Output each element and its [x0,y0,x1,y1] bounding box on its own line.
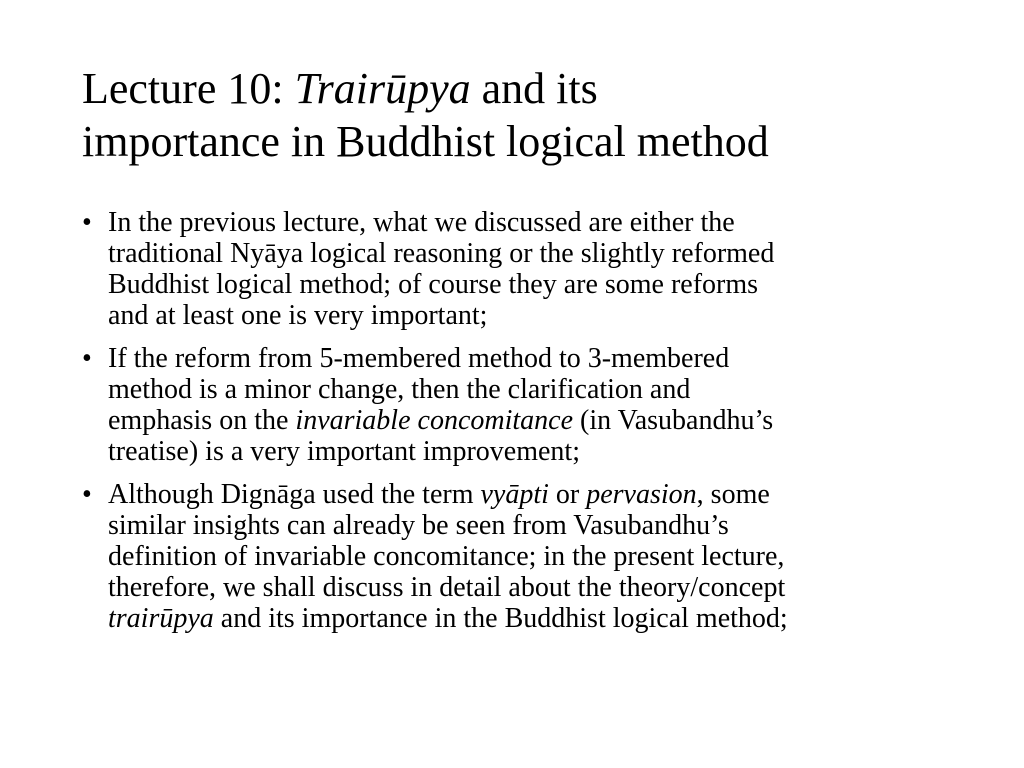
term-trairupya: trairūpya [108,603,214,634]
bullet-item-2 [82,343,962,467]
bullet-1-line-1: In the previous lecture, what we discussed are either the [108,207,735,238]
bullet-3-line-3: definition of invariable concomitance; in the present lecture, [108,541,785,572]
bullet-2-line-2: method is a minor change, then the clarification and [108,374,691,405]
title-suffix: and its [470,64,598,113]
bullet-2-line-1: If the reform from 5-membered method to 3-membered [108,343,730,374]
title-line-1 [82,62,982,115]
title-prefix: Lecture 10: [82,64,295,113]
title-italic-term: Trairūpya [294,64,471,113]
slide-title [82,62,982,168]
bullet-3-line-2: similar insights can already be seen from Vasubandhu’s [108,510,729,541]
bullet-3-line-4: therefore, we shall discuss in detail about the theory/concept [108,572,786,603]
title-line-2: importance in Buddhist logical method [82,117,769,166]
bullet-1-line-4: and at least one is very important; [108,300,488,331]
bullet-1-line-2: traditional Nyāya logical reasoning or the slightly reformed [108,238,775,269]
bullet-2-line-3 [108,405,962,436]
bullet-3-line-1-mid: or [548,479,587,510]
bullet-3-line-1 [108,479,962,510]
bullet-3-line-5 [108,603,962,634]
term-pervasion: pervasion [586,479,697,510]
bullet-marker: • [82,343,92,374]
bullet-item-3 [82,479,962,634]
bullet-marker: • [82,207,92,238]
term-invariable-concomitance: invariable concomitance [295,405,574,436]
bullet-item-1 [82,207,962,331]
bullet-2-line-3-suffix: (in Vasubandhu’s [573,405,774,436]
term-vyapti: vyāpti [480,479,549,510]
bullet-3-line-1-suffix: , some [696,479,770,510]
bullet-1-line-3: Buddhist logical method; of course they are some reforms [108,269,759,300]
bullet-list [82,207,962,646]
bullet-3-line-1-prefix: Although Dignāga used the term [108,479,481,510]
bullet-2-line-4: treatise) is a very important improvement; [108,436,580,467]
bullet-2-line-3-prefix: emphasis on the [108,405,296,436]
bullet-3-line-5-suffix: and its importance in the Buddhist logical method; [213,603,788,634]
bullet-marker: • [82,479,92,510]
